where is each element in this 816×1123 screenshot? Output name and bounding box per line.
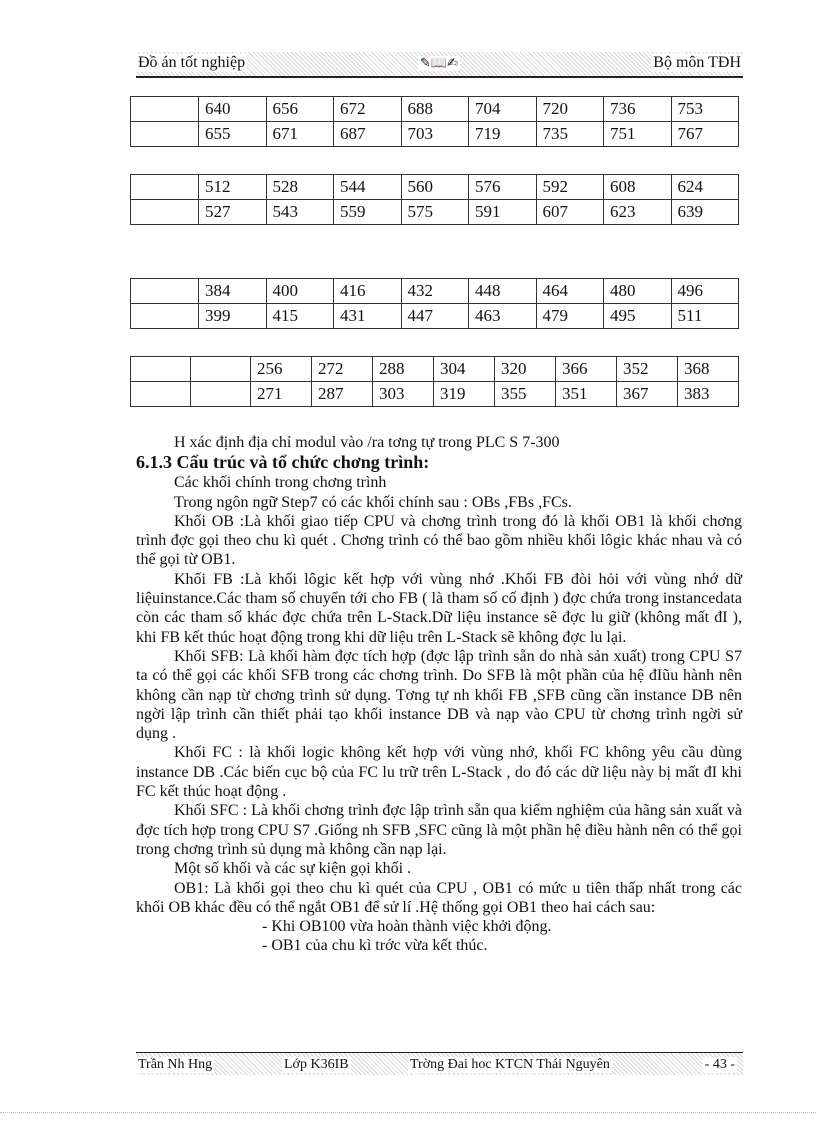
table-cell: 639 <box>671 200 739 225</box>
table-cell: 608 <box>604 175 672 200</box>
table-cell: 272 <box>312 357 373 382</box>
header-department: Bộ môn TĐH <box>653 54 741 71</box>
table-row <box>131 382 739 407</box>
table-row <box>131 175 739 200</box>
table-cell: 400 <box>266 279 334 304</box>
table-cell: 576 <box>469 175 537 200</box>
body-content <box>136 433 742 956</box>
page-header <box>136 52 743 78</box>
table-cell: 303 <box>373 382 434 407</box>
table-label-cell <box>131 304 199 329</box>
table-cell: 560 <box>401 175 469 200</box>
address-table-3 <box>130 278 739 329</box>
table-cell: 592 <box>536 175 604 200</box>
table-cell: 366 <box>556 357 617 382</box>
table-cell: 368 <box>678 357 739 382</box>
table-cell: 688 <box>401 97 469 122</box>
paragraph: Trong ngôn ngữ Step7 có các khối chính sau : OBs ,FBs ,FCs. <box>174 493 572 511</box>
table-label-cell <box>191 382 251 407</box>
table-label-cell <box>131 382 191 407</box>
table-cell: 431 <box>334 304 402 329</box>
table-cell: 720 <box>536 97 604 122</box>
address-table-1 <box>130 96 739 147</box>
table-row <box>131 97 739 122</box>
table-row <box>131 279 739 304</box>
section-heading: 6.1.3 Cấu trúc và tổ chức chơng trình: <box>136 452 430 473</box>
table-cell: 528 <box>266 175 334 200</box>
table-cell: 704 <box>469 97 537 122</box>
table-cell: 271 <box>251 382 312 407</box>
table-cell: 735 <box>536 122 604 147</box>
table-cell: 304 <box>434 357 495 382</box>
figure-caption: H xác định địa chỉ modul vào /ra tơng tự trong PLC S 7-300 <box>174 434 560 451</box>
table-cell: 351 <box>556 382 617 407</box>
table-cell: 767 <box>671 122 739 147</box>
table-cell: 512 <box>199 175 267 200</box>
paragraph: Khối SFB: Là khối hàm đợc tích hợp (đợc lập trình sẵn do nhà sản xuất) trong CPU S7 ta có thể gọi các khối SFB trong các chơng trình. Do SFB là một phần của hệ đIũu hành nên không cần nạp từ chơng trình sử dụng. Tơng tự nh khối FB ,SFB cũng cần instance DB nên ngời lập trình cần thiết phải tạo khối instance DB và nạp vào CPU từ chơng trình ngời sử dụng . <box>136 647 742 743</box>
table-cell: 416 <box>334 279 402 304</box>
table-cell: 319 <box>434 382 495 407</box>
table-cell: 640 <box>199 97 267 122</box>
table-cell: 687 <box>334 122 402 147</box>
table-label-cell <box>191 357 251 382</box>
table-label-cell <box>131 122 199 147</box>
address-table-4 <box>130 356 739 407</box>
table-cell: 543 <box>266 200 334 225</box>
table-cell: 432 <box>401 279 469 304</box>
paragraph: Khối SFC : Là khối chơng trình đợc lập trình sẵn qua kiểm nghiệm của hãng sản xuất và đợc tích hợp trong CPU S7 .Giống nh SFB ,SFC cũng là một phần hệ điều hành nên có thể gọi trong chơng trình sủ dụng mà không cần nạp lại. <box>136 802 742 858</box>
table-label-cell <box>131 97 199 122</box>
table-cell: 671 <box>266 122 334 147</box>
table-row <box>131 122 739 147</box>
table-cell: 256 <box>251 357 312 382</box>
table-cell: 624 <box>671 175 739 200</box>
bottom-divider <box>0 1112 816 1113</box>
table-label-cell <box>131 175 199 200</box>
table-cell: 607 <box>536 200 604 225</box>
table-cell: 352 <box>617 357 678 382</box>
footer-school: Trờng Đai hoc KTCN Thái Nguyên <box>410 1057 610 1072</box>
table-cell: 415 <box>266 304 334 329</box>
table-cell: 384 <box>199 279 267 304</box>
table-cell: 511 <box>671 304 739 329</box>
table-cell: 367 <box>617 382 678 407</box>
footer-class: Lớp K36IB <box>284 1057 349 1072</box>
table-cell: 527 <box>199 200 267 225</box>
table-cell: 288 <box>373 357 434 382</box>
table-cell: 495 <box>604 304 672 329</box>
paragraph: Các khối chính trong chơng trình <box>174 474 387 492</box>
table-cell: 655 <box>199 122 267 147</box>
table-cell: 479 <box>536 304 604 329</box>
table-cell: 287 <box>312 382 373 407</box>
table-cell: 399 <box>199 304 267 329</box>
header-title: Đồ án tốt nghiệp <box>138 54 246 71</box>
table-label-cell <box>131 279 199 304</box>
table-cell: 672 <box>334 97 402 122</box>
table-cell: 447 <box>401 304 469 329</box>
table-cell: 559 <box>334 200 402 225</box>
paragraph: Một số khối và các sự kiện gọi khối . <box>174 860 412 878</box>
address-table-2 <box>130 174 739 225</box>
table-cell: 623 <box>604 200 672 225</box>
table-row <box>131 357 739 382</box>
paragraph: Khối OB :Là khối giao tiếp CPU và chơng trình trong đó là khối OB1 là khối chơng trình đợc gọi theo chu kì quét . Chơng trình có thể bao gồm nhiều khối lôgic khác nhau và có thể gọi từ OB1. <box>136 512 742 569</box>
list-item: - Khi OB100 vừa hoàn thành việc khởi động. <box>262 918 552 936</box>
table-cell: 544 <box>334 175 402 200</box>
page-footer <box>136 1052 743 1075</box>
table-cell: 448 <box>469 279 537 304</box>
table-cell: 751 <box>604 122 672 147</box>
table-cell: 575 <box>401 200 469 225</box>
table-cell: 719 <box>469 122 537 147</box>
table-cell: 464 <box>536 279 604 304</box>
table-cell: 355 <box>495 382 556 407</box>
book-ornament-icon: ✎📖✍ <box>420 56 458 71</box>
table-cell: 383 <box>678 382 739 407</box>
table-cell: 656 <box>266 97 334 122</box>
footer-author: Trần Nh Hng <box>138 1057 213 1072</box>
table-cell: 703 <box>401 122 469 147</box>
table-cell: 736 <box>604 97 672 122</box>
table-cell: 591 <box>469 200 537 225</box>
table-label-cell <box>131 357 191 382</box>
table-row <box>131 200 739 225</box>
paragraph: Khối FB :Là khối lôgic kết hợp với vùng nhớ .Khối FB đòi hỏi với vùng nhớ dữ liệuinstance.Các tham số chuyển tới cho FB ( là tham số cố định ) đợc chứa trong instancedata còn các tham số khác đợc chứa trên L-Stack.Dữ liệu instance sẽ đợc lu giữ (không mất đI ), khi FB kết thúc hoạt động trong khi dữ liệu trên L-Stack sẽ không đợc lu lại. <box>136 570 742 646</box>
table-label-cell <box>131 200 199 225</box>
list-item: - OB1 của chu kì trớc vừa kết thúc. <box>262 937 488 955</box>
table-cell: 753 <box>671 97 739 122</box>
paragraph: Khối FC : là khối logic không kết hợp với vùng nhớ, khối FC không yêu cầu dùng instance DB .Các biến cục bộ của FC lu trữ trên L-Stack , do đó các dữ liệu này bị mất đI khi FC kết thúc hoạt động . <box>136 744 742 801</box>
table-cell: 496 <box>671 279 739 304</box>
table-row <box>131 304 739 329</box>
paragraph: OB1: Là khối gọi theo chu kì quét của CPU , OB1 có mức u tiên thấp nhất trong các khối OB khác đều có thể ngắt OB1 để sử lí .Hệ thống gọi OB1 theo hai cách sau: <box>136 879 742 916</box>
table-cell: 480 <box>604 279 672 304</box>
table-cell: 463 <box>469 304 537 329</box>
table-cell: 320 <box>495 357 556 382</box>
footer-page-number: - 43 - <box>704 1057 735 1072</box>
